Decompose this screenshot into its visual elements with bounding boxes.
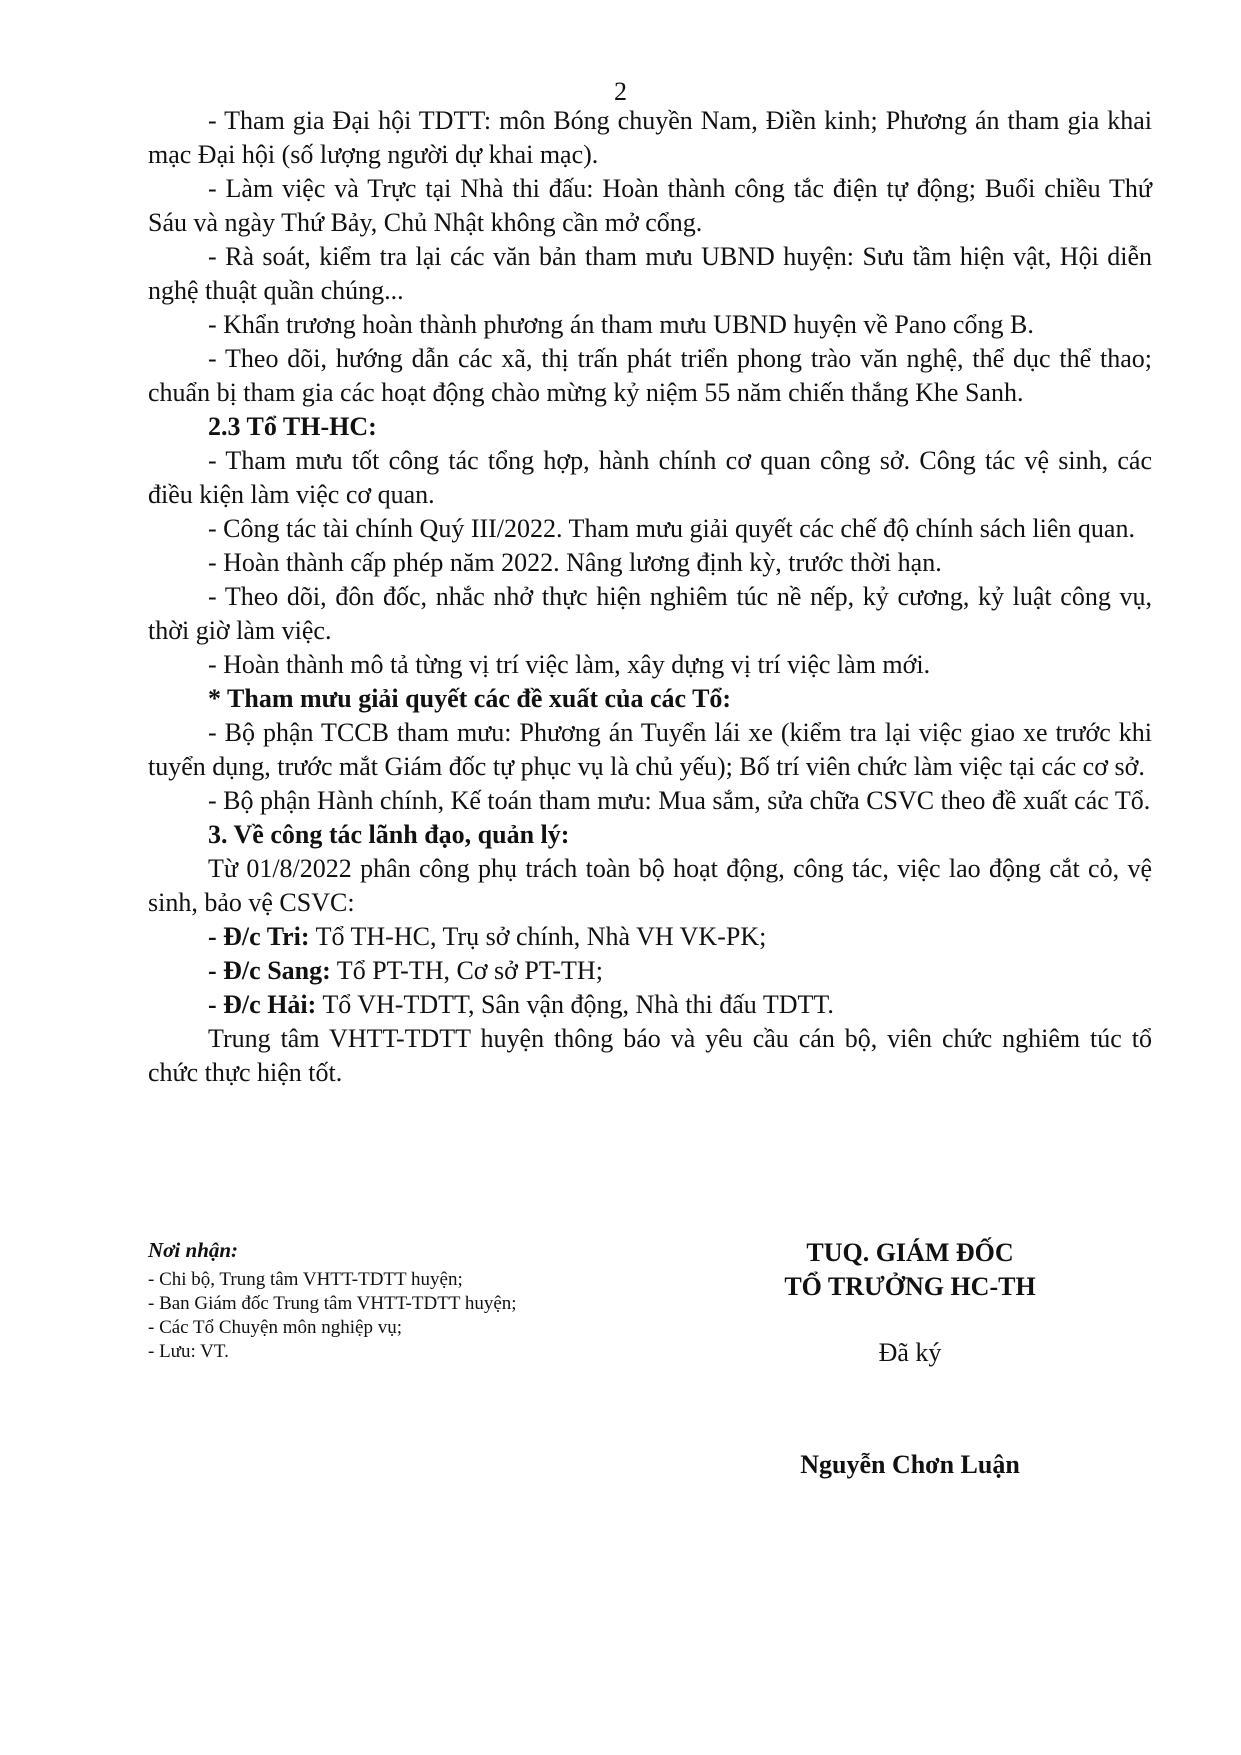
- recipient-item: - Lưu: VT.: [148, 1341, 229, 1362]
- assignee-label: - Đ/c Hải:: [208, 990, 317, 1019]
- signed-note: Đã ký: [878, 1338, 942, 1367]
- page-number: 2: [614, 77, 627, 106]
- signature-block: [700, 1236, 1120, 1482]
- assignee-label: - Đ/c Tri:: [208, 922, 310, 951]
- body-paragraph: - Làm việc và Trực tại Nhà thi đấu: Hoàn thành công tắc điện tự động; Buổi chiều Thứ Sáu và ngày Thứ Bảy, Chủ Nhật không cần mở cổng.: [148, 174, 1152, 237]
- body-paragraph: - Rà soát, kiểm tra lại các văn bản tham mưu UBND huyện: Sưu tầm hiện vật, Hội diễn nghệ thuật quần chúng...: [148, 242, 1152, 305]
- body-paragraph: - Khẩn trương hoàn thành phương án tham mưu UBND huyện về Pano cổng B.: [208, 310, 1034, 339]
- signature-title-2: TỔ TRƯỞNG HC-TH: [784, 1272, 1036, 1301]
- assignment-line: [148, 920, 1152, 954]
- assignment-text: Tổ VH-TDTT, Sân vận động, Nhà thi đấu TDTT.: [316, 990, 834, 1019]
- body-paragraph: - Công tác tài chính Quý III/2022. Tham mưu giải quyết các chế độ chính sách liên quan.: [208, 514, 1135, 543]
- body-paragraph: - Hoàn thành cấp phép năm 2022. Nâng lương định kỳ, trước thời hạn.: [208, 548, 942, 577]
- section-heading: 3. Về công tác lãnh đạo, quản lý:: [208, 820, 570, 849]
- assignment-line: [148, 988, 1152, 1022]
- signer-name: Nguyễn Chơn Luận: [800, 1450, 1020, 1479]
- body-paragraph: - Tham gia Đại hội TDTT: môn Bóng chuyền Nam, Điền kinh; Phương án tham gia khai mạc Đại hội (số lượng người dự khai mạc).: [148, 106, 1152, 169]
- assignment-text: Tổ TH-HC, Trụ sở chính, Nhà VH VK-PK;: [309, 922, 767, 951]
- recipients-block: [148, 1238, 668, 1364]
- recipient-item: - Ban Giám đốc Trung tâm VHTT-TDTT huyện;: [148, 1293, 517, 1314]
- assignee-label: - Đ/c Sang:: [208, 956, 331, 985]
- recipient-item: - Các Tổ Chuyện môn nghiệp vụ;: [148, 1317, 403, 1338]
- recipients-list: [148, 1268, 668, 1364]
- section-heading: * Tham mưu giải quyết các đề xuất của các Tổ:: [208, 684, 732, 713]
- signature-title-1: TUQ. GIÁM ĐỐC: [806, 1238, 1014, 1267]
- body-paragraph: - Tham mưu tốt công tác tổng hợp, hành chính cơ quan công sở. Công tác vệ sinh, các điều kiện làm việc cơ quan.: [148, 446, 1152, 509]
- body-paragraph: - Bộ phận Hành chính, Kế toán tham mưu: Mua sắm, sửa chữa CSVC theo đề xuất các Tổ.: [208, 786, 1151, 815]
- recipient-item: - Chi bộ, Trung tâm VHTT-TDTT huyện;: [148, 1269, 463, 1290]
- assignment-text: Tổ PT-TH, Cơ sở PT-TH;: [330, 956, 603, 985]
- assignment-list: [148, 920, 1152, 1022]
- body-paragraph: - Hoàn thành mô tả từng vị trí việc làm, xây dựng vị trí việc làm mới.: [208, 650, 931, 679]
- body-paragraph: - Bộ phận TCCB tham mưu: Phương án Tuyển lái xe (kiểm tra lại việc giao xe trước khi tuyển dụng, trước mắt Giám đốc tự phục vụ là chủ yếu); Bố trí viên chức làm việc tại các cơ sở.: [148, 718, 1152, 781]
- section-heading: 2.3 Tổ TH-HC:: [208, 412, 377, 441]
- body-paragraph: Từ 01/8/2022 phân công phụ trách toàn bộ hoạt động, công tác, việc lao động cắt cỏ, vệ sinh, bảo vệ CSVC:: [148, 854, 1152, 917]
- body-paragraph: - Theo dõi, hướng dẫn các xã, thị trấn phát triển phong trào văn nghệ, thể dục thể thao; chuẩn bị tham gia các hoạt động chào mừng kỷ niệm 55 năm chiến thắng Khe Sanh.: [148, 344, 1152, 407]
- document-body: [148, 104, 1152, 1090]
- body-paragraph: - Theo dõi, đôn đốc, nhắc nhở thực hiện nghiêm túc nề nếp, kỷ cương, kỷ luật công vụ, thời giờ làm việc.: [148, 582, 1152, 645]
- assignment-line: [148, 954, 1152, 988]
- paragraph-list: [148, 104, 1152, 920]
- recipients-title: Nơi nhận:: [148, 1238, 239, 1262]
- closing-paragraph: Trung tâm VHTT-TDTT huyện thông báo và yêu cầu cán bộ, viên chức nghiêm túc tổ chức thực hiện tốt.: [148, 1024, 1152, 1087]
